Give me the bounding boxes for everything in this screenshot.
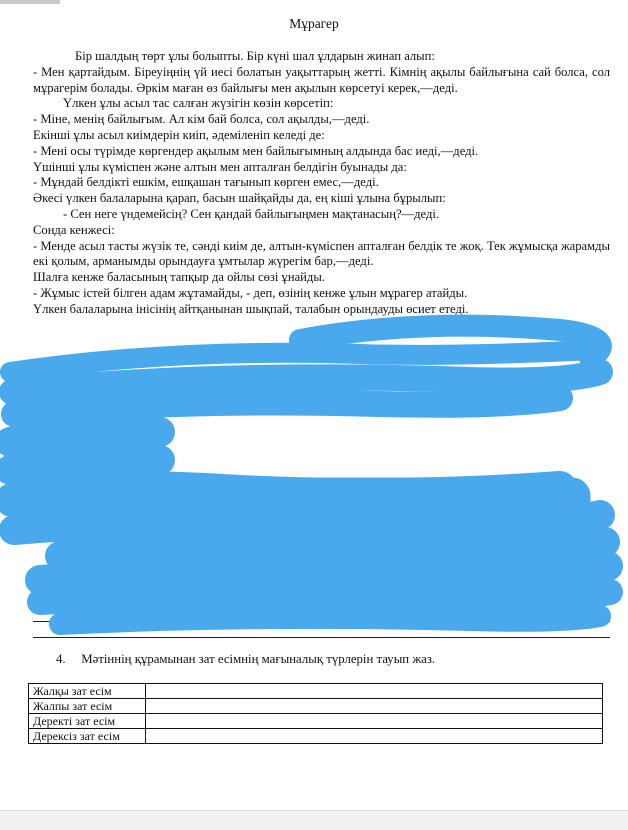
paragraph: Бір шалдың төрт ұлы болыпты. Бір күні шал ұлдарын жинап алып: — [75, 49, 435, 63]
table-row — [29, 684, 603, 699]
row-label: Жалпы зат есім — [29, 699, 146, 714]
paragraph: Шалға кенже баласының тапқыр да ойлы сөзі ұнайды. — [33, 270, 325, 285]
paragraph: - Менде асыл тасты жүзік те, сәнді киім де, алтын-күміспен апталған белдік те жоқ. Тек жұмысқа жарамды екі қолым, арманымды орындауға ұмтылар жүрегім бар,—деді. — [33, 238, 610, 269]
row-label: Деректі зат есім — [29, 714, 146, 729]
row-label: Дерексіз зат есім — [29, 729, 146, 744]
task-number: 4. — [56, 652, 66, 666]
table-row — [29, 699, 603, 714]
row-label: Жалқы зат есім — [29, 684, 146, 699]
noun-types-table — [28, 683, 603, 744]
paragraph: Үшінші ұлы күміспен және алтын мен апталған белдігін буынады да: — [33, 159, 407, 174]
paragraph: - Жұмыс істей білген адам жұтамайды, - деп, өзінің кенже ұлын мұрагер атайды. — [33, 285, 468, 300]
task-text: Мәтіннің құрамынан зат есімнің мағыналық түрлерін тауып жаз. — [81, 652, 436, 666]
paragraph: Әкесі үлкен балаларына қарап, басын шайқайды да, ең кіші ұлына бұрылып: — [33, 191, 446, 206]
paragraph: - Мені осы түрімде көргендер ақылым мен байлығымның алдында бас иеді,—деді. — [33, 143, 479, 158]
answer-cell[interactable] — [146, 699, 603, 714]
answer-cell[interactable] — [146, 714, 603, 729]
paragraph: - Сен неге үндемейсің? Сен қандай байлығыңмен мақтанасың?—деді. — [63, 206, 440, 221]
page-title: Мұрагер — [289, 16, 339, 31]
table-row — [29, 729, 603, 744]
paragraph: - Мұндай белдікті ешкім, ешқашан тағынып көрген емес,—деді. — [33, 175, 379, 190]
paragraph: Үлкен ұлы асыл тас салған жүзігін көзін көрсетіп: — [63, 96, 334, 111]
paragraph: - Міне, менің байлығым. Ал кім бай болса, сол ақылды,—деді. — [33, 112, 370, 127]
table-row — [29, 714, 603, 729]
paragraph: - Мен қартайдым. Біреуіңнің үй иесі болатын уақыттарың жетті. Кімнің ақылы байлығына сай болса, сол мұрагерім болады. Әркім маған өз байлығы мен ақылын көрсетуі керек,—деді. — [33, 64, 610, 95]
paragraph: Үлкен балаларына інісінің айтқанынан шықпай, талабын орындауды өсиет етеді. — [33, 301, 469, 316]
answer-cell[interactable] — [146, 729, 603, 744]
paragraph: Екінші ұлы асыл киімдерін киіп, әдеміленіп келеді де: — [33, 127, 325, 142]
paragraph: Сонда кенжесі: — [33, 222, 115, 237]
task-4 — [56, 652, 435, 667]
bottom-bar — [0, 810, 628, 830]
answer-cell[interactable] — [146, 684, 603, 699]
